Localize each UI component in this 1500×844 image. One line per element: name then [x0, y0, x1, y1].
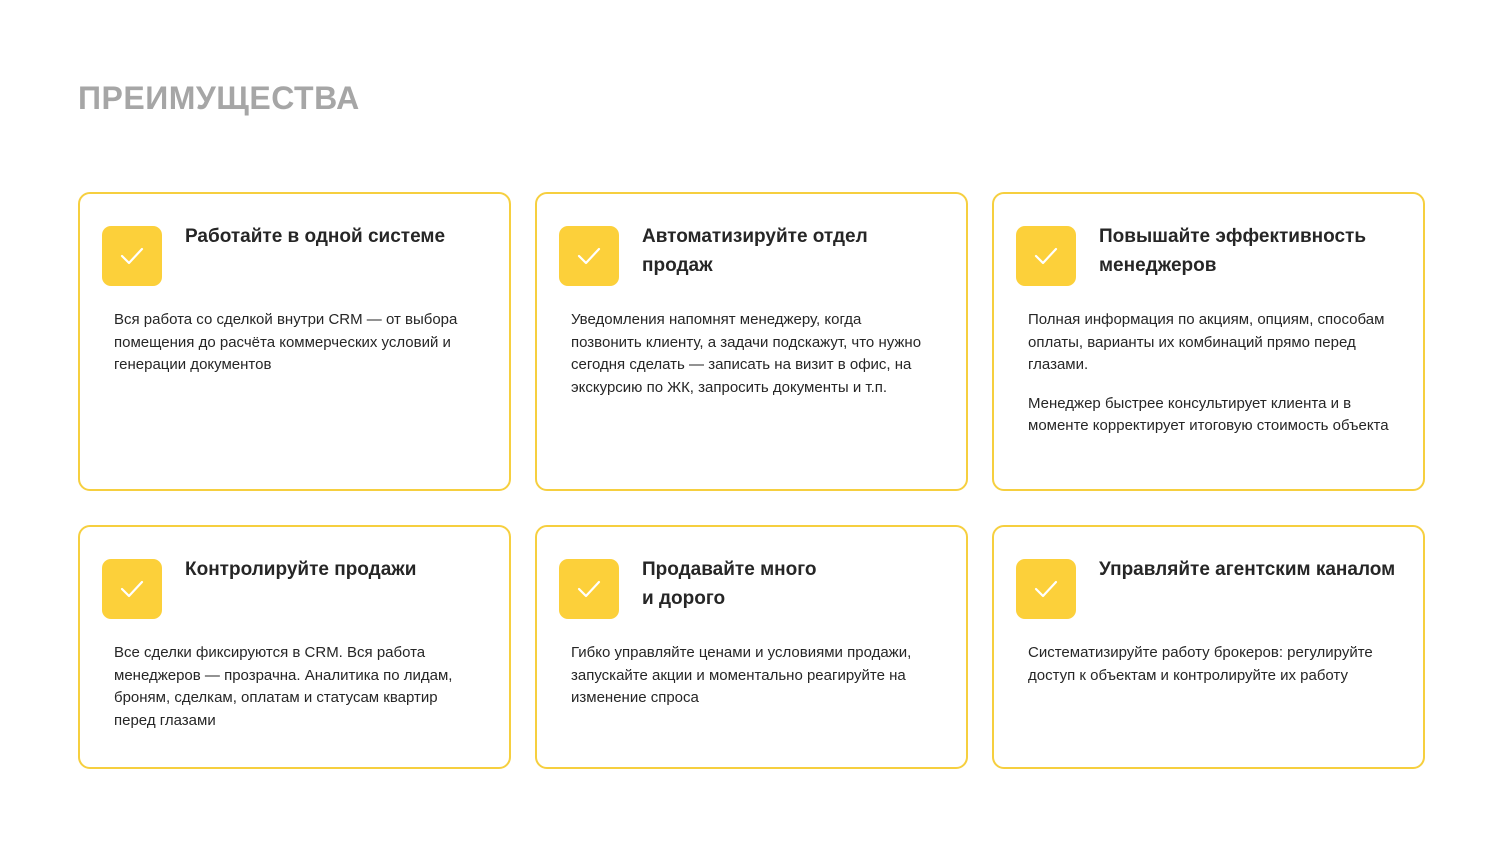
- check-icon: [102, 226, 162, 286]
- check-icon: [559, 226, 619, 286]
- advantage-card-agent-channel: [992, 525, 1425, 769]
- advantage-card-control-sales: [78, 525, 511, 769]
- card-description: [1028, 309, 1393, 438]
- card-paragraph: Полная информация по акциям, опциям, способам оплаты, варианты их комбинаций прямо перед глазами.: [1028, 311, 1385, 373]
- card-description: [571, 642, 936, 710]
- card-title: Контролируйте продажи: [185, 559, 417, 580]
- card-paragraph: Гибко управляйте ценами и условиями продажи, запускайте акции и моментально реагируйте на изменение спроса: [571, 644, 912, 706]
- card-paragraph: Все сделки фиксируются в CRM. Вся работа менеджеров — прозрачна. Аналитика по лидам, броням, сделкам, оплатам и статусам квартир перед глазами: [114, 644, 453, 729]
- card-paragraph: Систематизируйте работу брокеров: регулируйте доступ к объектам и контролируйте их работу: [1028, 644, 1373, 684]
- card-title: Управляйте агентским каналом: [1099, 559, 1396, 580]
- advantage-card-sell-more: [535, 525, 968, 769]
- check-icon: [102, 559, 162, 619]
- card-paragraph: Вся работа со сделкой внутри CRM — от выбора помещения до расчёта коммерческих условий и генерации документов: [114, 311, 458, 373]
- card-title: Автоматизируйте отдел продаж: [642, 226, 868, 276]
- card-title: Продавайте много и дорого: [642, 559, 817, 609]
- card-title: Повышайте эффективность менеджеров: [1099, 226, 1367, 276]
- check-icon: [1016, 559, 1076, 619]
- card-description: [571, 309, 936, 399]
- card-title: Работайте в одной системе: [185, 226, 446, 247]
- card-description: [114, 309, 479, 377]
- page-title: ПРЕИМУЩЕСТВА: [78, 80, 360, 116]
- card-paragraph: Менеджер быстрее консультирует клиента и в моменте корректирует итоговую стоимость объекта: [1028, 394, 1389, 434]
- advantage-card-automate-sales: [535, 192, 968, 491]
- check-icon: [1016, 226, 1076, 286]
- card-paragraph: Уведомления напомнят менеджеру, когда позвонить клиенту, а задачи подскажут, что нужно сегодня сделать — записать на визит в офис, на экскурсию по ЖК, запросить документы и т.п.: [571, 311, 922, 396]
- advantage-card-single-system: [78, 192, 511, 491]
- card-description: [1028, 642, 1393, 687]
- card-description: [114, 642, 479, 732]
- advantage-card-manager-efficiency: [992, 192, 1425, 491]
- check-icon: [559, 559, 619, 619]
